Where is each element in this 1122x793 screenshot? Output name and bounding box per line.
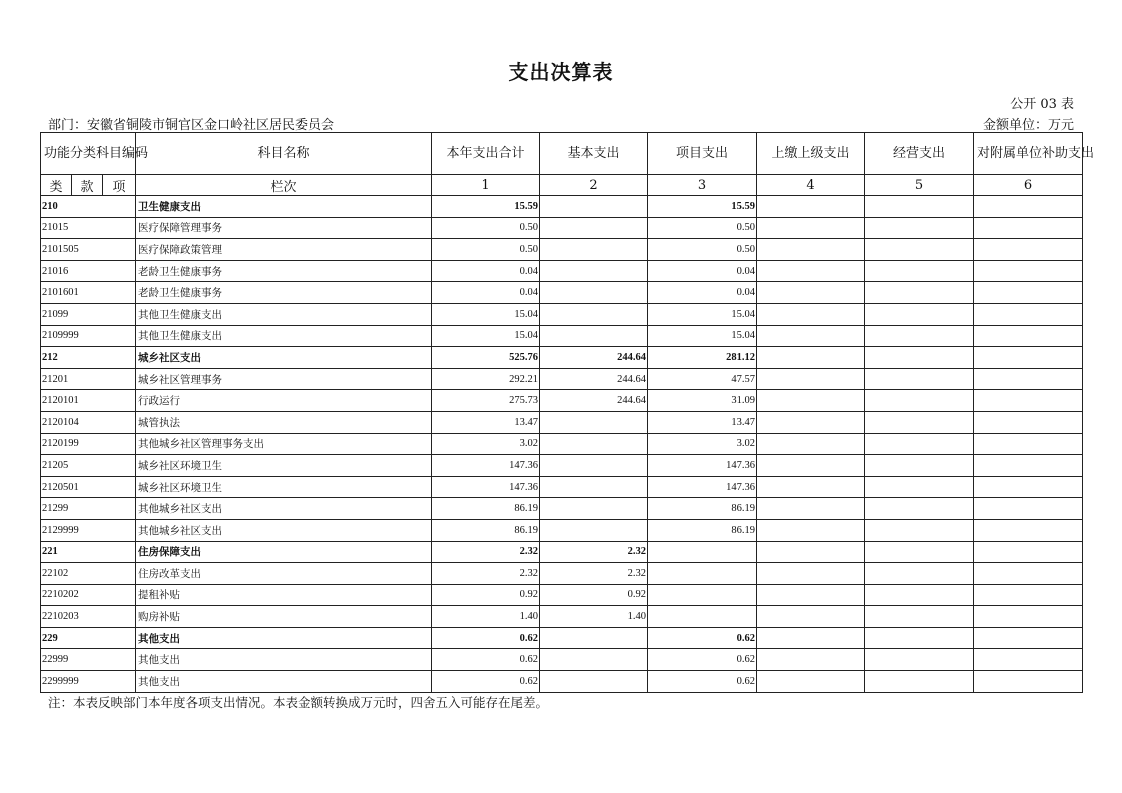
header-project: 项目支出 (648, 133, 757, 175)
row-operating (865, 476, 974, 498)
row-project (648, 606, 757, 628)
row-operating (865, 563, 974, 585)
row-operating (865, 541, 974, 563)
table-row (41, 563, 1083, 585)
row-name: 医疗保障政策管理 (136, 239, 432, 261)
row-upper (757, 541, 865, 563)
row-basic (540, 649, 648, 671)
row-subsidy (974, 476, 1083, 498)
row-subsidy (974, 541, 1083, 563)
row-basic (540, 325, 648, 347)
form-code: 公开 03 表 (1010, 97, 1074, 112)
row-subsidy (974, 217, 1083, 239)
row-total: 147.36 (432, 455, 540, 477)
row-total: 1.40 (432, 606, 540, 628)
row-code: 2299999 (41, 671, 136, 693)
row-operating (865, 649, 974, 671)
row-upper (757, 498, 865, 520)
subheader-col3: 3 (648, 175, 757, 196)
row-name: 其他卫生健康支出 (136, 325, 432, 347)
row-operating (865, 390, 974, 412)
row-operating (865, 347, 974, 369)
expenditure-table (40, 132, 1095, 693)
row-operating (865, 368, 974, 390)
row-project: 281.12 (648, 347, 757, 369)
header-name: 科目名称 (136, 133, 432, 175)
row-upper (757, 606, 865, 628)
table-row (41, 541, 1083, 563)
subheader-col6: 6 (974, 175, 1083, 196)
row-operating (865, 671, 974, 693)
row-name: 城乡社区环境卫生 (136, 476, 432, 498)
row-upper (757, 239, 865, 261)
row-operating (865, 584, 974, 606)
header-operating: 经营支出 (865, 133, 974, 175)
row-name: 其他支出 (136, 627, 432, 649)
row-upper (757, 217, 865, 239)
row-project: 0.50 (648, 239, 757, 261)
row-operating (865, 239, 974, 261)
row-basic (540, 519, 648, 541)
row-operating (865, 217, 974, 239)
row-name: 购房补贴 (136, 606, 432, 628)
row-upper (757, 563, 865, 585)
table-row (41, 476, 1083, 498)
row-subsidy (974, 325, 1083, 347)
row-operating (865, 260, 974, 282)
row-upper (757, 519, 865, 541)
row-subsidy (974, 519, 1083, 541)
table-row (41, 411, 1083, 433)
table-row (41, 627, 1083, 649)
table-row (41, 282, 1083, 304)
row-upper (757, 627, 865, 649)
row-operating (865, 303, 974, 325)
footnote: 注：本表反映部门本年度各项支出情况。本表金额转换成万元时，四舍五入可能存在尾差。 (48, 695, 549, 710)
row-project: 86.19 (648, 519, 757, 541)
row-project: 0.62 (648, 649, 757, 671)
row-name: 行政运行 (136, 390, 432, 412)
row-code: 212 (41, 347, 136, 369)
table-row (41, 303, 1083, 325)
row-operating (865, 433, 974, 455)
row-code: 2101601 (41, 282, 136, 304)
row-name: 其他支出 (136, 649, 432, 671)
row-total: 2.32 (432, 563, 540, 585)
row-upper (757, 649, 865, 671)
row-name: 城管执法 (136, 411, 432, 433)
amount-unit-label: 金额单位：万元 (982, 118, 1074, 133)
row-operating (865, 519, 974, 541)
row-subsidy (974, 584, 1083, 606)
row-total: 292.21 (432, 368, 540, 390)
row-subsidy (974, 411, 1083, 433)
table-row (41, 584, 1083, 606)
row-upper (757, 411, 865, 433)
row-project: 0.04 (648, 260, 757, 282)
table-row (41, 368, 1083, 390)
row-basic (540, 260, 648, 282)
row-operating (865, 325, 974, 347)
row-basic (540, 455, 648, 477)
header-basic: 基本支出 (540, 133, 648, 175)
row-basic: 2.32 (540, 563, 648, 585)
row-upper (757, 260, 865, 282)
row-code: 2101505 (41, 239, 136, 261)
row-upper (757, 584, 865, 606)
row-project: 0.62 (648, 671, 757, 693)
row-upper (757, 368, 865, 390)
row-subsidy (974, 455, 1083, 477)
row-total: 0.62 (432, 627, 540, 649)
row-subsidy (974, 627, 1083, 649)
row-project: 3.02 (648, 433, 757, 455)
row-code: 2120101 (41, 390, 136, 412)
row-total: 0.92 (432, 584, 540, 606)
row-basic (540, 671, 648, 693)
table-row (41, 649, 1083, 671)
row-name: 其他城乡社区管理事务支出 (136, 433, 432, 455)
row-project: 15.04 (648, 303, 757, 325)
row-name: 老龄卫生健康事务 (136, 260, 432, 282)
row-code: 2120501 (41, 476, 136, 498)
row-code: 21299 (41, 498, 136, 520)
row-project: 15.04 (648, 325, 757, 347)
subheader-col5: 5 (865, 175, 974, 196)
row-name: 卫生健康支出 (136, 196, 432, 218)
row-project: 47.57 (648, 368, 757, 390)
header-upper: 上缴上级支出 (757, 133, 865, 175)
table-row (41, 239, 1083, 261)
row-total: 0.62 (432, 671, 540, 693)
row-subsidy (974, 433, 1083, 455)
row-subsidy (974, 368, 1083, 390)
subheader-col4: 4 (757, 175, 865, 196)
row-basic (540, 303, 648, 325)
row-upper (757, 671, 865, 693)
row-total: 147.36 (432, 476, 540, 498)
subheader-row (41, 175, 1083, 196)
row-code: 21016 (41, 260, 136, 282)
row-subsidy (974, 303, 1083, 325)
header-code-group: 功能分类科目编码 (41, 133, 136, 175)
row-upper (757, 347, 865, 369)
table-row (41, 260, 1083, 282)
row-name: 住房改革支出 (136, 563, 432, 585)
row-project: 15.59 (648, 196, 757, 218)
row-code: 21099 (41, 303, 136, 325)
row-subsidy (974, 390, 1083, 412)
row-project (648, 584, 757, 606)
row-name: 城乡社区管理事务 (136, 368, 432, 390)
row-basic: 244.64 (540, 368, 648, 390)
row-total: 86.19 (432, 519, 540, 541)
row-project: 13.47 (648, 411, 757, 433)
row-basic (540, 239, 648, 261)
row-project: 147.36 (648, 476, 757, 498)
subheader-col2: 2 (540, 175, 648, 196)
row-total: 0.04 (432, 282, 540, 304)
row-operating (865, 411, 974, 433)
row-subsidy (974, 260, 1083, 282)
row-code: 22999 (41, 649, 136, 671)
table-row (41, 217, 1083, 239)
row-total: 0.50 (432, 239, 540, 261)
row-basic (540, 498, 648, 520)
row-name: 其他支出 (136, 671, 432, 693)
row-total: 0.50 (432, 217, 540, 239)
row-total: 275.73 (432, 390, 540, 412)
row-total: 15.04 (432, 325, 540, 347)
row-code: 2109999 (41, 325, 136, 347)
row-upper (757, 282, 865, 304)
row-project: 0.50 (648, 217, 757, 239)
row-total: 2.32 (432, 541, 540, 563)
header-subsidy: 对附属单位补助支出 (974, 133, 1083, 175)
row-total: 13.47 (432, 411, 540, 433)
row-upper (757, 303, 865, 325)
row-upper (757, 433, 865, 455)
row-basic (540, 476, 648, 498)
row-total: 0.04 (432, 260, 540, 282)
table-row (41, 347, 1083, 369)
row-total: 525.76 (432, 347, 540, 369)
table-row (41, 606, 1083, 628)
row-operating (865, 282, 974, 304)
row-code: 210 (41, 196, 136, 218)
row-code: 221 (41, 541, 136, 563)
row-upper (757, 196, 865, 218)
row-code: 21015 (41, 217, 136, 239)
row-project: 86.19 (648, 498, 757, 520)
row-basic (540, 411, 648, 433)
row-subsidy (974, 239, 1083, 261)
row-name: 其他城乡社区支出 (136, 498, 432, 520)
table-row (41, 325, 1083, 347)
row-project: 0.04 (648, 282, 757, 304)
row-basic: 244.64 (540, 390, 648, 412)
row-subsidy (974, 606, 1083, 628)
row-subsidy (974, 563, 1083, 585)
row-upper (757, 476, 865, 498)
row-basic (540, 433, 648, 455)
row-code: 2120104 (41, 411, 136, 433)
table-row (41, 455, 1083, 477)
row-name: 其他城乡社区支出 (136, 519, 432, 541)
row-code: 22102 (41, 563, 136, 585)
row-total: 86.19 (432, 498, 540, 520)
row-name: 城乡社区支出 (136, 347, 432, 369)
row-name: 医疗保障管理事务 (136, 217, 432, 239)
header-row (41, 133, 1083, 175)
row-name: 住房保障支出 (136, 541, 432, 563)
row-subsidy (974, 282, 1083, 304)
subheader-col1: 1 (432, 175, 540, 196)
row-subsidy (974, 196, 1083, 218)
row-subsidy (974, 649, 1083, 671)
row-basic: 244.64 (540, 347, 648, 369)
row-upper (757, 325, 865, 347)
row-code: 2210203 (41, 606, 136, 628)
table-row (41, 196, 1083, 218)
row-basic (540, 196, 648, 218)
row-project: 147.36 (648, 455, 757, 477)
row-total: 0.62 (432, 649, 540, 671)
row-basic: 1.40 (540, 606, 648, 628)
table-row (41, 390, 1083, 412)
row-project (648, 563, 757, 585)
row-basic: 0.92 (540, 584, 648, 606)
row-operating (865, 627, 974, 649)
table-row (41, 671, 1083, 693)
row-total: 15.04 (432, 303, 540, 325)
row-basic: 2.32 (540, 541, 648, 563)
row-code: 21205 (41, 455, 136, 477)
row-code: 2210202 (41, 584, 136, 606)
header-total: 本年支出合计 (432, 133, 540, 175)
row-operating (865, 606, 974, 628)
subheader-kuan: 款 (72, 175, 103, 196)
row-basic (540, 217, 648, 239)
row-name: 其他卫生健康支出 (136, 303, 432, 325)
row-subsidy (974, 347, 1083, 369)
row-total: 15.59 (432, 196, 540, 218)
row-code: 229 (41, 627, 136, 649)
row-operating (865, 455, 974, 477)
row-upper (757, 390, 865, 412)
row-code: 2120199 (41, 433, 136, 455)
table-row (41, 498, 1083, 520)
row-basic (540, 627, 648, 649)
row-operating (865, 196, 974, 218)
subheader-row-label: 栏次 (136, 175, 432, 196)
row-name: 城乡社区环境卫生 (136, 455, 432, 477)
row-project: 31.09 (648, 390, 757, 412)
row-project (648, 541, 757, 563)
row-project: 0.62 (648, 627, 757, 649)
row-name: 提租补贴 (136, 584, 432, 606)
row-basic (540, 282, 648, 304)
subheader-lei: 类 (41, 175, 72, 196)
row-total: 3.02 (432, 433, 540, 455)
row-code: 21201 (41, 368, 136, 390)
row-upper (757, 455, 865, 477)
table-row (41, 433, 1083, 455)
row-name: 老龄卫生健康事务 (136, 282, 432, 304)
page-title: 支出决算表 (508, 60, 614, 84)
subheader-xiang: 项 (103, 175, 136, 196)
row-subsidy (974, 671, 1083, 693)
row-operating (865, 498, 974, 520)
row-subsidy (974, 498, 1083, 520)
table-row (41, 519, 1083, 541)
department-label: 部门：安徽省铜陵市铜官区金口岭社区居民委员会 (48, 118, 335, 133)
row-code: 2129999 (41, 519, 136, 541)
